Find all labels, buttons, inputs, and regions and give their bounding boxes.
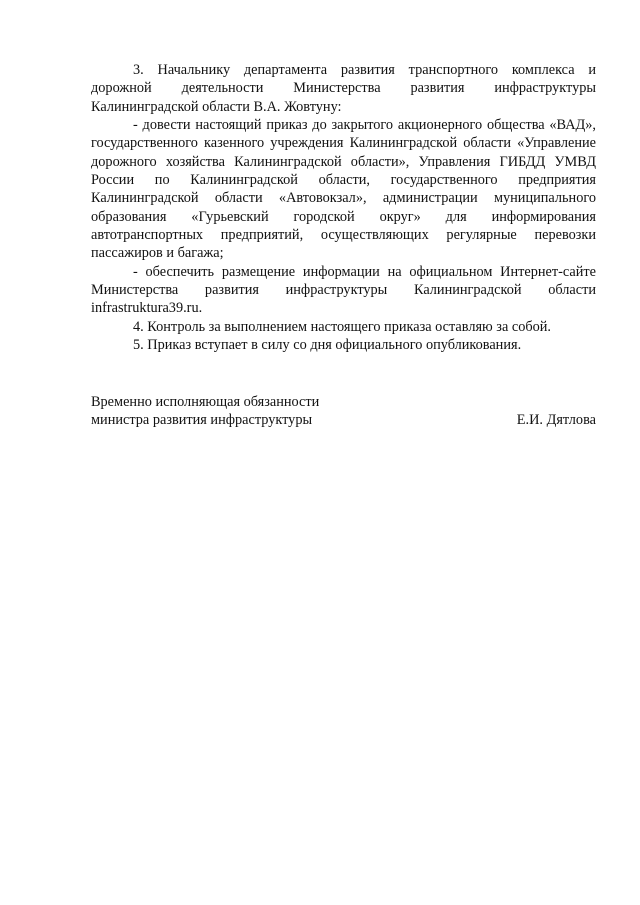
signatory-position-line2: министра развития инфраструктуры <box>91 412 313 429</box>
signatory-position-line1: Временно исполняющая обязанности <box>91 394 320 410</box>
paragraph-item-3: 3. Начальнику департамента развития транспортного комплекса и дорожной деятельности Министерства развития инфраструктуры Калининградской области В.А. Жовтуну: <box>91 62 596 115</box>
paragraph-item-5: 5. Приказ вступает в силу со дня официального опубликования. <box>133 337 522 354</box>
paragraph-deliver-order: - довести настоящий приказ до закрытого акционерного общества «ВАД», государственного казенного учреждения Калининградской области «Управление дорожного хозяйства Калининградской области», Управления ГИБДД УМВД России по Калининградской области, государственного предприятия Калининградской области «Автовокзал», администрации муниципального образования «Гурьевский городской округ» для информирования автотранспортных предприятий, осуществляющих регулярные перевозки пассажиров и багажа; <box>91 117 596 262</box>
paragraph-publish-info: - обеспечить размещение информации на официальном Интернет-сайте Министерства развития инфраструктуры Калининградской области infrastruktura39.ru. <box>91 263 596 317</box>
signature-block <box>91 393 596 430</box>
paragraph-item-4: 4. Контроль за выполнением настоящего приказа оставляю за собой. <box>133 318 552 335</box>
signatory-name: Е.И. Дятлова <box>516 412 596 429</box>
signature-line <box>91 411 596 429</box>
order-body <box>91 61 596 355</box>
